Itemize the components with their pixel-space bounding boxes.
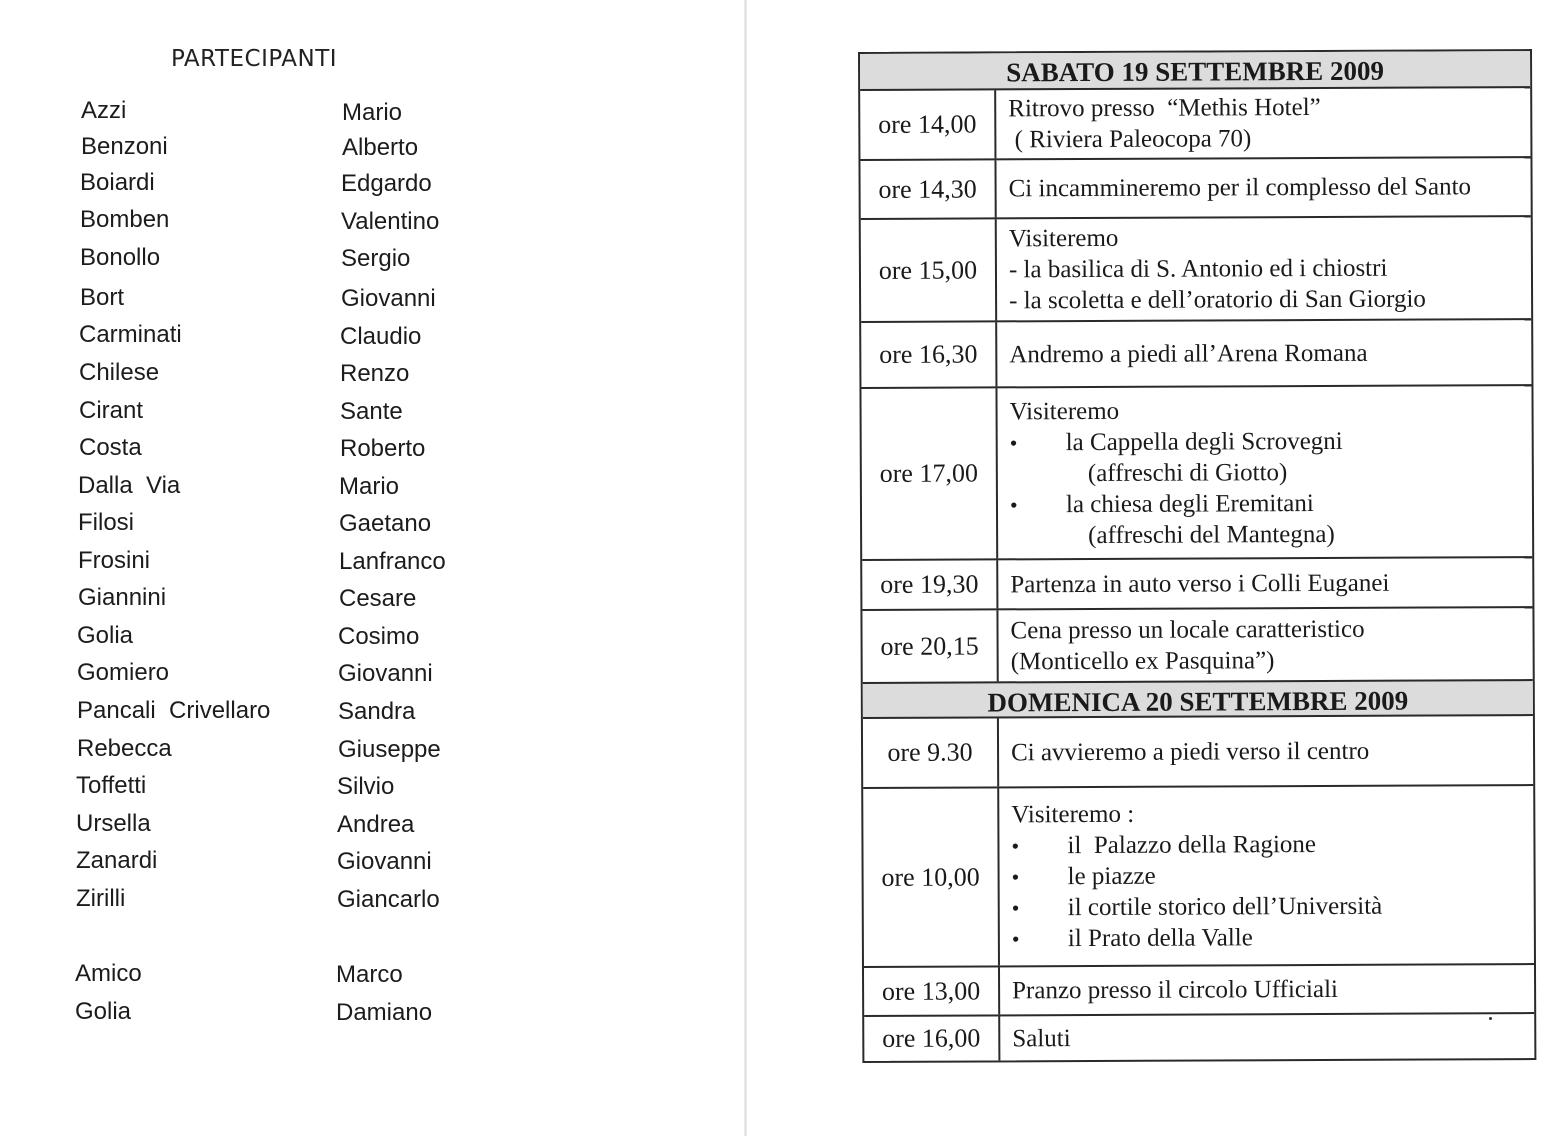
- description-line: Andremo a piedi all’Arena Romana: [1009, 339, 1368, 368]
- schedule-description: [998, 608, 1532, 681]
- participant-surname: Rebecca: [77, 735, 172, 762]
- bullet-item: • la chiesa degli Eremitani: [1010, 487, 1522, 520]
- participant-surname: Bonollo: [80, 244, 161, 271]
- participant-surname: Frosini: [78, 547, 151, 574]
- participant-name: Giovanni: [337, 848, 432, 875]
- participant-name: Marco: [336, 961, 403, 988]
- participant-name: Gaetano: [339, 510, 432, 537]
- participant-surname: Benzoni: [81, 133, 168, 160]
- schedule-row: [863, 716, 1533, 789]
- participant-surname: Gomiero: [77, 659, 170, 686]
- description-line: ( Riviera Paleocopa 70): [1008, 125, 1252, 154]
- description-intro: Visiteremo: [1009, 397, 1120, 425]
- description-line: Ci incammineremo per il complesso del Santo: [1008, 173, 1472, 203]
- schedule-description: [1000, 965, 1534, 1014]
- description-line: Ritrovo presso “Methis Hotel”: [1008, 93, 1321, 123]
- schedule-time: ore 15,00: [861, 219, 997, 321]
- schedule-row: [862, 608, 1532, 682]
- participant-name: Giancarlo: [337, 886, 440, 913]
- participant-name: Silvio: [337, 773, 395, 800]
- bullet-item: • il Palazzo della Ragione: [1011, 828, 1523, 861]
- participant-name: Cosimo: [338, 623, 420, 650]
- schedule-description: [1000, 1014, 1534, 1060]
- participant-surname: Bort: [80, 284, 125, 311]
- schedule-row: [862, 558, 1532, 611]
- schedule-time: ore 16,00: [864, 1016, 1000, 1061]
- participant-surname: Toffetti: [76, 772, 147, 799]
- participant-surname: Costa: [79, 434, 142, 461]
- participant-name: Giovanni: [341, 285, 436, 312]
- participant-name: Valentino: [341, 208, 440, 235]
- participant-surname: Pancali Crivellaro: [77, 697, 271, 724]
- schedule-time: ore 17,00: [861, 388, 998, 559]
- participant-name: Andrea: [337, 811, 415, 838]
- day-header-sunday: DOMENICA 20 SETTEMBRE 2009: [863, 679, 1533, 719]
- schedule-time: ore 19,30: [862, 560, 998, 609]
- schedule-description: [997, 320, 1531, 386]
- participant-name: Roberto: [340, 435, 426, 462]
- schedule-description: [999, 716, 1533, 786]
- schedule-table: [858, 49, 1536, 1063]
- description-line: Visiteremo: [1008, 224, 1119, 253]
- participant-name: Mario: [339, 473, 400, 500]
- description-line: - la basilica di S. Antonio ed i chiostri: [1008, 254, 1388, 284]
- schedule-description: [997, 217, 1531, 320]
- participant-surname: Azzi: [81, 97, 127, 124]
- participant-surname: Bomben: [80, 206, 170, 233]
- participant-name: Claudio: [340, 323, 422, 350]
- participant-name: Cesare: [339, 585, 417, 612]
- participant-surname: Ursella: [76, 810, 151, 837]
- description-intro: Visiteremo :: [1011, 800, 1135, 829]
- participant-surname: Zanardi: [76, 847, 158, 874]
- participant-surname: Dalla Via: [78, 472, 181, 499]
- schedule-row: [863, 786, 1534, 968]
- description-line: Pranzo presso il circolo Ufficiali: [1012, 975, 1338, 1005]
- schedule-time: ore 14,00: [860, 90, 996, 159]
- participant-surname: Zirilli: [76, 885, 126, 912]
- schedule-time: ore 13,00: [864, 967, 1000, 1015]
- participant-surname: Giannini: [78, 584, 167, 611]
- participant-name: Giovanni: [338, 660, 433, 687]
- participant-name: Sandra: [338, 698, 416, 725]
- schedule-time: ore 20,15: [862, 610, 998, 682]
- description-line: Cena presso un locale caratteristico: [1010, 615, 1365, 644]
- participant-surname: Golia: [77, 622, 134, 649]
- participant-name: Renzo: [340, 360, 410, 387]
- participant-name: Sergio: [341, 245, 411, 272]
- participant-surname: Filosi: [78, 509, 135, 536]
- day-header-saturday: SABATO 19 SETTEMBRE 2009: [860, 51, 1530, 91]
- bullet-item: • le piazze: [1012, 859, 1524, 892]
- bullet-item: • il Prato della Valle: [1012, 921, 1524, 954]
- description-line: Saluti: [1012, 1024, 1071, 1052]
- schedule-row: [864, 1014, 1534, 1061]
- participant-name: Mario: [342, 99, 403, 126]
- schedule-description: [997, 386, 1532, 558]
- bullet-subline: (affreschi del Mantegna): [1088, 520, 1335, 549]
- bullet-item: • il cortile storico dell’Università: [1012, 890, 1524, 923]
- day1-rows: [860, 88, 1533, 682]
- schedule-row: [864, 965, 1534, 1017]
- participant-name: Lanfranco: [339, 548, 446, 575]
- schedule-description: [996, 158, 1530, 217]
- description-line: (Monticello ex Pasquina”): [1010, 646, 1275, 675]
- participants-title: PARTECIPANTI: [171, 46, 338, 72]
- schedule-time: ore 9.30: [863, 718, 999, 787]
- participant-surname: Amico: [75, 960, 142, 987]
- page-fold: [744, 0, 747, 1136]
- schedule-row: [860, 88, 1530, 161]
- schedule-row: [860, 158, 1530, 220]
- bullet-item: • la Cappella degli Scrovegni: [1010, 425, 1522, 458]
- scan-speck: [1489, 1017, 1492, 1020]
- description-line: - la scoletta e dell’oratorio di San Giorgio: [1009, 285, 1426, 315]
- schedule-row: [861, 217, 1531, 323]
- schedule-description: [996, 88, 1530, 158]
- participant-name: Giuseppe: [338, 736, 441, 763]
- schedule-time: ore 10,00: [863, 788, 1000, 966]
- day2-rows: [863, 716, 1534, 1061]
- schedule-row: [861, 386, 1532, 561]
- schedule-description: [999, 786, 1534, 965]
- schedule-time: ore 16,30: [861, 322, 997, 387]
- description-line: Ci avvieremo a piedi verso il centro: [1010, 737, 1370, 766]
- description-line: Partenza in auto verso i Colli Euganei: [1010, 569, 1390, 598]
- participant-name: Sante: [340, 398, 403, 425]
- participant-surname: Chilese: [79, 359, 160, 386]
- schedule-description: [998, 558, 1532, 608]
- schedule-time: ore 14,30: [860, 160, 996, 218]
- participant-name: Edgardo: [341, 170, 432, 197]
- participant-surname: Golia: [75, 998, 132, 1025]
- participant-surname: Carminati: [79, 321, 182, 348]
- participant-name: Alberto: [342, 134, 419, 161]
- participant-surname: Cirant: [79, 397, 144, 424]
- participant-surname: Boiardi: [80, 169, 155, 196]
- participant-name: Damiano: [336, 999, 433, 1026]
- bullet-subline: (affreschi di Giotto): [1087, 458, 1288, 487]
- schedule-row: [861, 320, 1531, 389]
